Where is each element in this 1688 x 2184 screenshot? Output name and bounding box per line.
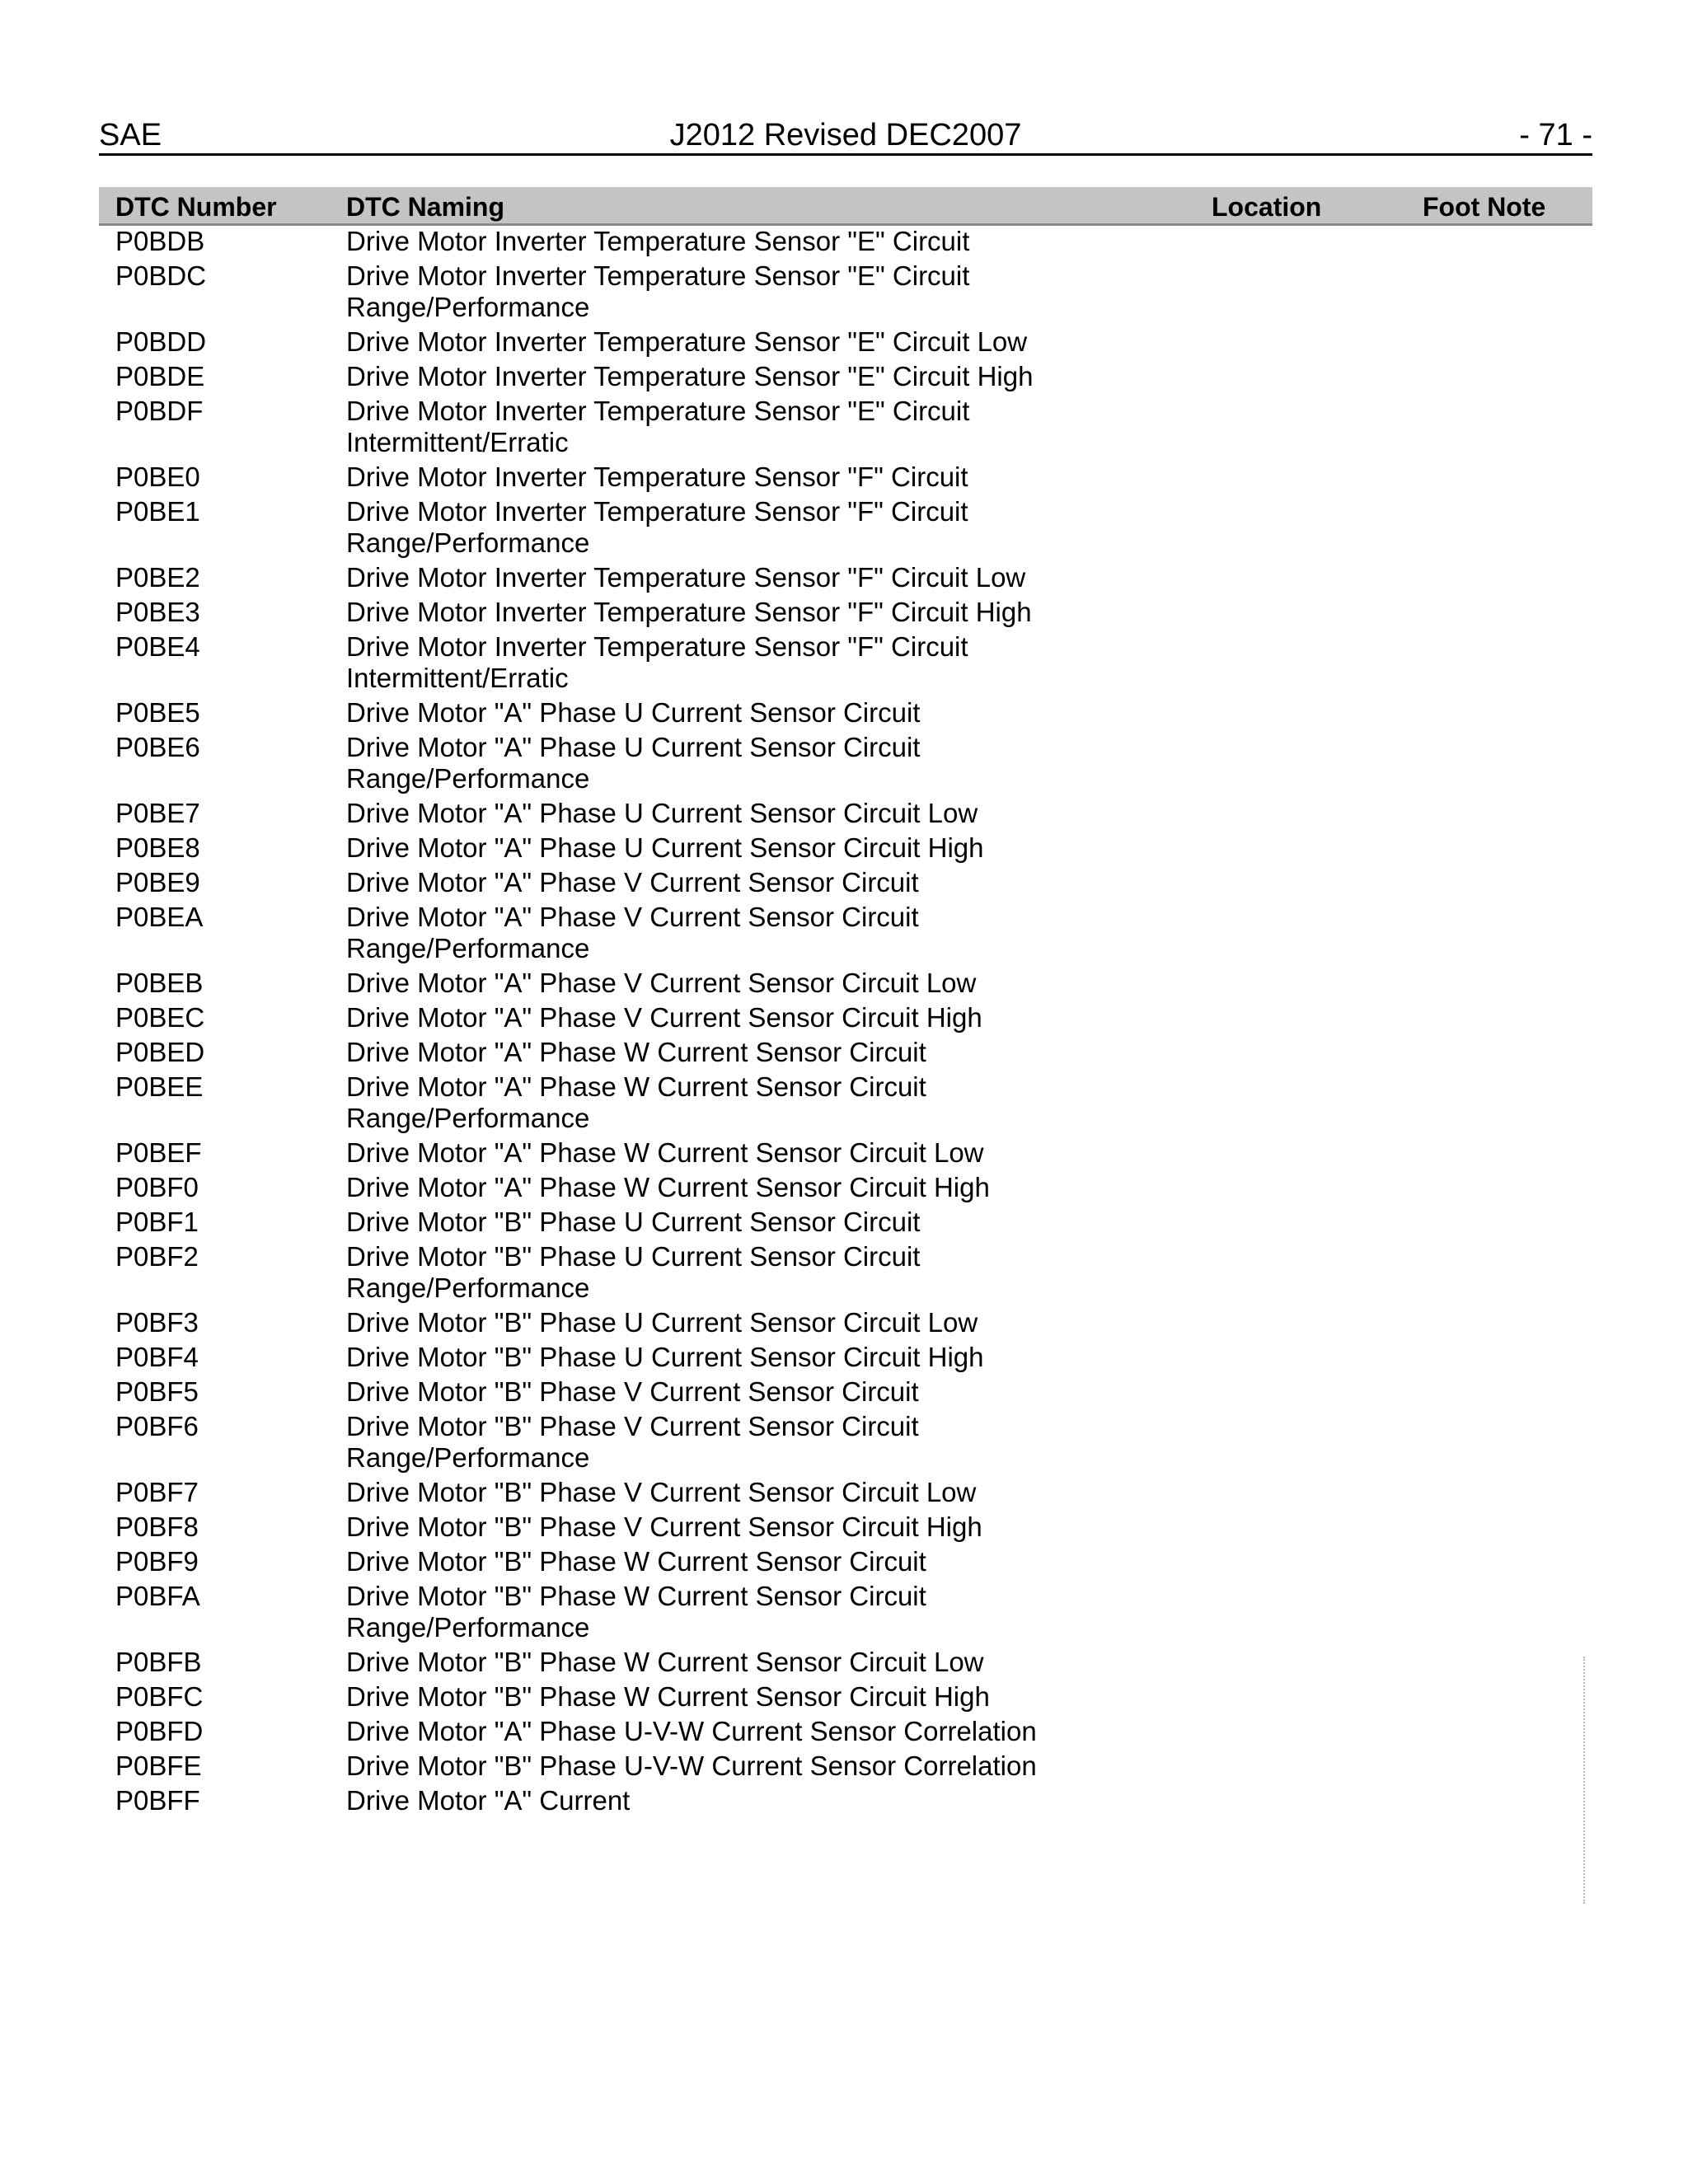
dtc-number-cell: P0BEF [115, 1137, 202, 1168]
dtc-number-cell: P0BED [115, 1037, 205, 1067]
table-row [99, 732, 1592, 798]
dtc-naming-cell: Drive Motor "B" Phase W Current Sensor Circuit [346, 1546, 926, 1577]
dtc-number-cell: P0BF0 [115, 1172, 199, 1202]
table-row [99, 1511, 1592, 1546]
table-row [99, 832, 1592, 867]
dtc-naming-cell: Drive Motor "A" Phase V Current Sensor Circuit [346, 867, 919, 898]
table-row [99, 1546, 1592, 1581]
dtc-naming-cell: Drive Motor "B" Phase W Current Sensor Circuit Low [346, 1647, 984, 1677]
dtc-number-cell: P0BE6 [115, 732, 200, 762]
dtc-number-cell: P0BF7 [115, 1477, 199, 1507]
dtc-naming-cell: Drive Motor "A" Phase V Current Sensor Circuit Low [346, 968, 977, 998]
dtc-number-cell: P0BFC [115, 1681, 204, 1712]
dtc-naming-cell: Drive Motor "B" Phase U Current Sensor Circuit High [346, 1342, 984, 1372]
dtc-number-cell: P0BDE [115, 361, 205, 391]
dtc-number-cell: P0BF5 [115, 1376, 199, 1407]
dtc-table [99, 187, 1592, 1820]
dtc-number-cell: P0BE9 [115, 867, 200, 898]
dtc-naming-cell: Drive Motor "B" Phase V Current Sensor Circuit Low [346, 1477, 977, 1507]
table-row [99, 1037, 1592, 1071]
dtc-naming-cell: Drive Motor "B" Phase V Current Sensor Circuit High [346, 1511, 982, 1542]
column-header-dtc-naming: DTC Naming [346, 192, 504, 222]
dtc-naming-cell: Drive Motor Inverter Temperature Sensor "E" Circuit Range/Performance [346, 260, 970, 322]
table-row [99, 1137, 1592, 1172]
table-row [99, 1071, 1592, 1137]
dtc-naming-cell: Drive Motor "A" Phase W Current Sensor Circuit Range/Performance [346, 1071, 926, 1133]
table-row [99, 462, 1592, 496]
dtc-naming-cell: Drive Motor "A" Phase W Current Sensor Circuit Low [346, 1137, 984, 1168]
dtc-naming-cell: Drive Motor Inverter Temperature Sensor "F" Circuit Range/Performance [346, 496, 968, 558]
dtc-naming-cell: Drive Motor Inverter Temperature Sensor "F" Circuit Low [346, 562, 1026, 593]
table-row [99, 226, 1592, 260]
dtc-number-cell: P0BFA [115, 1581, 200, 1611]
table-row [99, 867, 1592, 902]
table-row [99, 326, 1592, 361]
dtc-number-cell: P0BE3 [115, 597, 200, 627]
table-row [99, 1002, 1592, 1037]
dtc-number-cell: P0BF8 [115, 1511, 199, 1542]
dtc-naming-cell: Drive Motor Inverter Temperature Sensor "E" Circuit High [346, 361, 1034, 391]
table-header-row [99, 187, 1592, 226]
table-row [99, 1750, 1592, 1785]
table-row [99, 361, 1592, 396]
dtc-naming-cell: Drive Motor "A" Phase U Current Sensor Circuit Range/Performance [346, 732, 921, 794]
dtc-number-cell: P0BF9 [115, 1546, 199, 1577]
dtc-naming-cell: Drive Motor "B" Phase W Current Sensor Circuit High [346, 1681, 990, 1712]
table-row [99, 1342, 1592, 1376]
dtc-number-cell: P0BF1 [115, 1207, 199, 1237]
table-row [99, 1785, 1592, 1820]
dtc-naming-cell: Drive Motor "B" Phase U Current Sensor Circuit [346, 1207, 921, 1237]
dtc-number-cell: P0BE2 [115, 562, 200, 593]
dtc-naming-cell: Drive Motor "B" Phase U Current Sensor Circuit Range/Performance [346, 1241, 921, 1303]
table-row [99, 968, 1592, 1002]
table-row [99, 1376, 1592, 1411]
dtc-naming-cell: Drive Motor "A" Phase U Current Sensor Circuit High [346, 832, 984, 863]
dtc-naming-cell: Drive Motor Inverter Temperature Sensor "E" Circuit Low [346, 326, 1028, 357]
header-document-id: J2012 Revised DEC2007 [669, 118, 1022, 152]
dtc-number-cell: P0BE1 [115, 496, 200, 527]
column-header-dtc-number: DTC Number [115, 192, 277, 222]
dtc-naming-cell: Drive Motor "B" Phase V Current Sensor Circuit Range/Performance [346, 1411, 919, 1473]
page-header [99, 117, 1592, 156]
column-header-foot-note: Foot Note [1423, 192, 1546, 222]
dtc-naming-cell: Drive Motor "A" Phase U-V-W Current Sensor Correlation [346, 1716, 1037, 1746]
dtc-naming-cell: Drive Motor "B" Phase U-V-W Current Sensor Correlation [346, 1750, 1037, 1781]
dtc-number-cell: P0BFD [115, 1716, 204, 1746]
dtc-number-cell: P0BE8 [115, 832, 200, 863]
dtc-number-cell: P0BF2 [115, 1241, 199, 1272]
dtc-naming-cell: Drive Motor Inverter Temperature Sensor "E" Circuit [346, 226, 970, 256]
dtc-number-cell: P0BFB [115, 1647, 202, 1677]
dtc-naming-cell: Drive Motor "B" Phase U Current Sensor Circuit Low [346, 1307, 978, 1338]
dtc-number-cell: P0BFF [115, 1785, 200, 1816]
table-row [99, 1477, 1592, 1511]
dtc-naming-cell: Drive Motor "B" Phase W Current Sensor Circuit Range/Performance [346, 1581, 926, 1643]
table-row [99, 902, 1592, 968]
dtc-naming-cell: Drive Motor "A" Current [346, 1785, 631, 1816]
table-row [99, 396, 1592, 462]
dtc-number-cell: P0BE0 [115, 462, 200, 492]
table-row [99, 697, 1592, 732]
dtc-naming-cell: Drive Motor "A" Phase U Current Sensor Circuit Low [346, 798, 978, 828]
table-body [99, 226, 1592, 1820]
table-row [99, 1411, 1592, 1477]
dtc-number-cell: P0BDB [115, 226, 205, 256]
table-row [99, 1172, 1592, 1207]
table-row [99, 1241, 1592, 1307]
table-row [99, 1647, 1592, 1681]
dtc-naming-cell: Drive Motor Inverter Temperature Sensor "E" Circuit Intermittent/Erratic [346, 396, 970, 457]
header-page-number: - 71 - [1519, 118, 1592, 152]
dtc-naming-cell: Drive Motor "A" Phase U Current Sensor Circuit [346, 697, 921, 728]
dtc-number-cell: P0BFE [115, 1750, 202, 1781]
dtc-naming-cell: Drive Motor "A" Phase V Current Sensor Circuit High [346, 1002, 982, 1033]
dtc-number-cell: P0BE7 [115, 798, 200, 828]
dtc-naming-cell: Drive Motor Inverter Temperature Sensor "F" Circuit [346, 462, 968, 492]
table-row [99, 1581, 1592, 1647]
dtc-number-cell: P0BDD [115, 326, 207, 357]
table-row [99, 1681, 1592, 1716]
header-publisher: SAE [99, 118, 162, 152]
dtc-number-cell: P0BDF [115, 396, 204, 426]
dtc-number-cell: P0BE4 [115, 631, 200, 662]
table-row [99, 1307, 1592, 1342]
dtc-number-cell: P0BDC [115, 260, 207, 291]
dtc-number-cell: P0BEE [115, 1071, 204, 1102]
dtc-number-cell: P0BE5 [115, 697, 200, 728]
dtc-naming-cell: Drive Motor "A" Phase W Current Sensor Circuit [346, 1037, 926, 1067]
table-row [99, 260, 1592, 326]
dtc-number-cell: P0BEC [115, 1002, 205, 1033]
table-row [99, 1716, 1592, 1750]
table-row [99, 1207, 1592, 1241]
dtc-number-cell: P0BF4 [115, 1342, 199, 1372]
dtc-naming-cell: Drive Motor Inverter Temperature Sensor "F" Circuit High [346, 597, 1032, 627]
dtc-number-cell: P0BEB [115, 968, 204, 998]
table-row [99, 798, 1592, 832]
margin-dotted-line [1583, 1657, 1588, 1904]
dtc-naming-cell: Drive Motor "A" Phase V Current Sensor Circuit Range/Performance [346, 902, 919, 963]
dtc-naming-cell: Drive Motor "A" Phase W Current Sensor Circuit High [346, 1172, 990, 1202]
table-row [99, 597, 1592, 631]
column-header-location: Location [1212, 192, 1322, 222]
table-row [99, 631, 1592, 697]
dtc-number-cell: P0BEA [115, 902, 204, 932]
dtc-naming-cell: Drive Motor "B" Phase V Current Sensor Circuit [346, 1376, 919, 1407]
dtc-number-cell: P0BF6 [115, 1411, 199, 1441]
dtc-naming-cell: Drive Motor Inverter Temperature Sensor "F" Circuit Intermittent/Erratic [346, 631, 968, 693]
table-row [99, 496, 1592, 562]
dtc-number-cell: P0BF3 [115, 1307, 199, 1338]
table-row [99, 562, 1592, 597]
